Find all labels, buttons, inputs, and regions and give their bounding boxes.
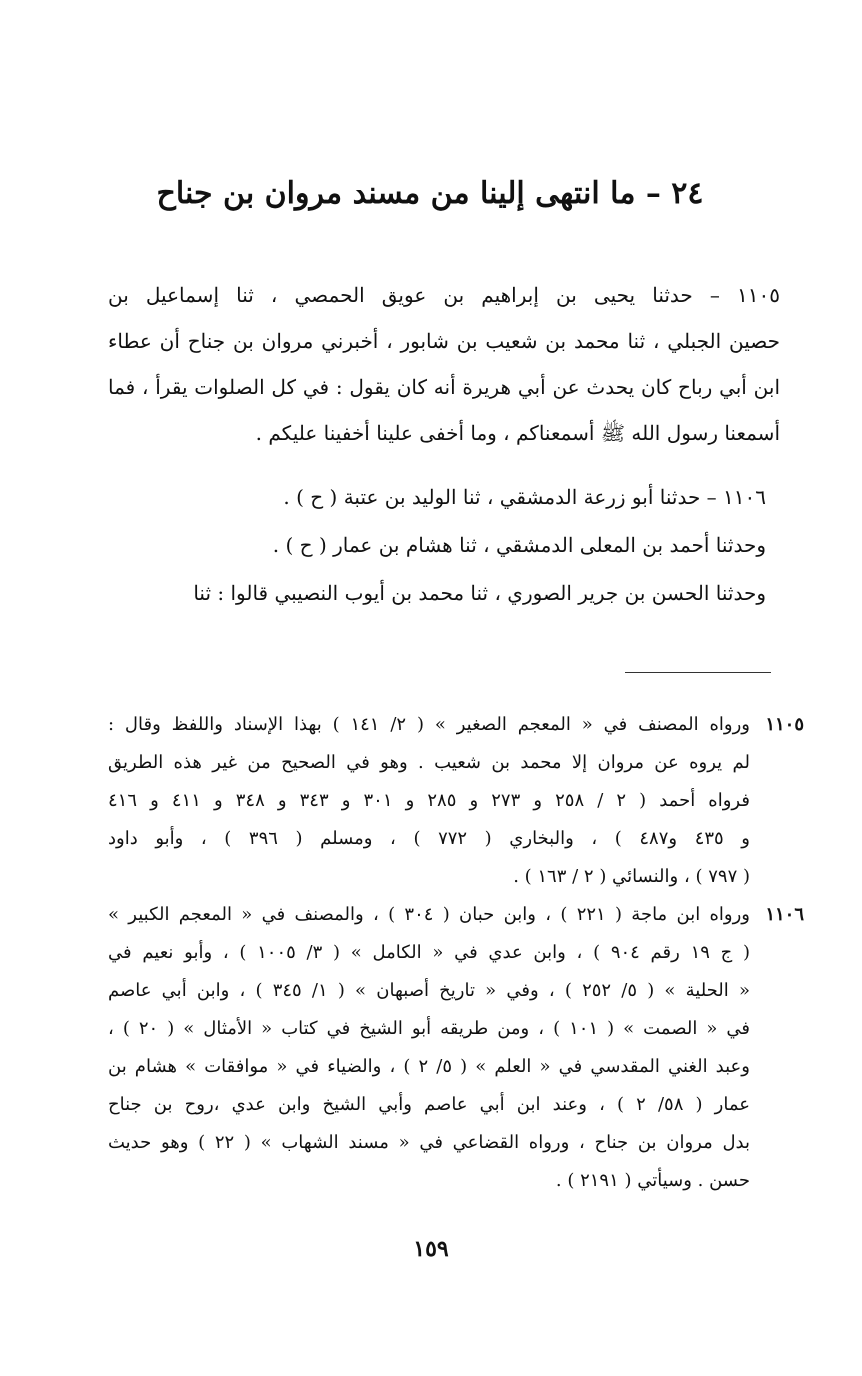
page-number: ١٥٩ (413, 1236, 449, 1262)
section-heading: ٢٤ – ما انتهى إلينا من مسند مروان بن جناح (156, 176, 704, 211)
footnote-line: فرواه أحمد ( ٢ / ٢٥٨ و ٢٧٣ و ٢٨٥ و ٣٠١ و ٣٤٣ و ٣٤٨ و ٤١١ و ٤١٦ (108, 790, 750, 811)
hadith-line: وحدثنا الحسن بن جرير الصوري ، ثنا محمد بن أيوب النصيبي قالوا : ثنا (193, 581, 766, 605)
footnote-line: وعبد الغني المقدسي في « العلم » ( ٥/ ٢ ) ، والضياء في « موافقات » هشام بن (108, 1056, 750, 1077)
hadith-line: وحدثنا أحمد بن المعلى الدمشقي ، ثنا هشام بن عمار ( ح ) . (272, 533, 766, 557)
hadith-line: ١١٠٦ – حدثنا أبو زرعة الدمشقي ، ثنا الوليد بن عتبة ( ح ) . (283, 485, 766, 509)
footnote-line: عمار ( ٥٨/ ٢ ) ، وعند ابن أبي عاصم وأبي الشيخ وابن عدي ،روح بن جناح (108, 1094, 750, 1115)
hadith-line: أسمعنا رسول الله ﷺ أسمعناكم ، وما أخفى علينا أخفينا عليكم . (255, 421, 780, 445)
footnote-line: في « الصمت » ( ١٠١ ) ، ومن طريقه أبو الشيخ في كتاب « الأمثال » ( ٢٠ ) ، (108, 1018, 750, 1039)
footnote-line: ( ٧٩٧ ) ، والنسائي ( ٢ / ١٦٣ ) . (513, 866, 750, 887)
hadith-line: ١١٠٥ – حدثنا يحيى بن إبراهيم بن عويق الحمصي ، ثنا إسماعيل بن (108, 283, 780, 307)
hadith-line: حصين الجبلي ، ثنا محمد بن شعيب بن شابور ، أخبرني مروان بن جناح أن عطاء (108, 329, 780, 353)
footnote-line: ورواه ابن ماجة ( ٢٢١ ) ، وابن حبان ( ٣٠٤ ) ، والمصنف في « المعجم الكبير » (108, 904, 750, 925)
footnote-line: و ٤٣٥ و٤٨٧ ) ، والبخاري ( ٧٧٢ ) ، ومسلم ( ٣٩٦ ) ، وأبو داود (108, 828, 750, 849)
footnote-divider (625, 672, 771, 673)
footnote-number: ١١٠٦ (765, 904, 804, 925)
footnote-number: ١١٠٥ (765, 714, 804, 735)
footnote-line: ورواه المصنف في « المعجم الصغير » ( ٢/ ١٤١ ) بهذا الإسناد واللفظ وقال : (108, 714, 751, 735)
hadith-line: ابن أبي رباح كان يحدث عن أبي هريرة أنه كان يقول : في كل الصلوات يقرأ ، فما (108, 375, 780, 399)
footnote-1105 (108, 706, 804, 902)
footnote-line: « الحلية » ( ٥/ ٢٥٢ ) ، وفي « تاريخ أصبهان » ( ١/ ٣٤٥ ) ، وابن أبي عاصم (108, 980, 750, 1001)
footnote-line: بدل مروان بن جناح ، ورواه القضاعي في « مسند الشهاب » ( ٢٢ ) وهو حديث (108, 1132, 750, 1153)
footnote-line: ( ج ١٩ رقم ٩٠٤ ) ، وابن عدي في « الكامل » ( ٣/ ١٠٠٥ ) ، وأبو نعيم في (108, 942, 750, 963)
footnote-line: حسن . وسيأتي ( ٢١٩١ ) . (555, 1170, 750, 1191)
footnote-1106 (108, 896, 804, 1206)
footnote-line: لم يروه عن مروان إلا محمد بن شعيب . وهو في الصحيح من غير هذه الطريق (108, 752, 750, 773)
